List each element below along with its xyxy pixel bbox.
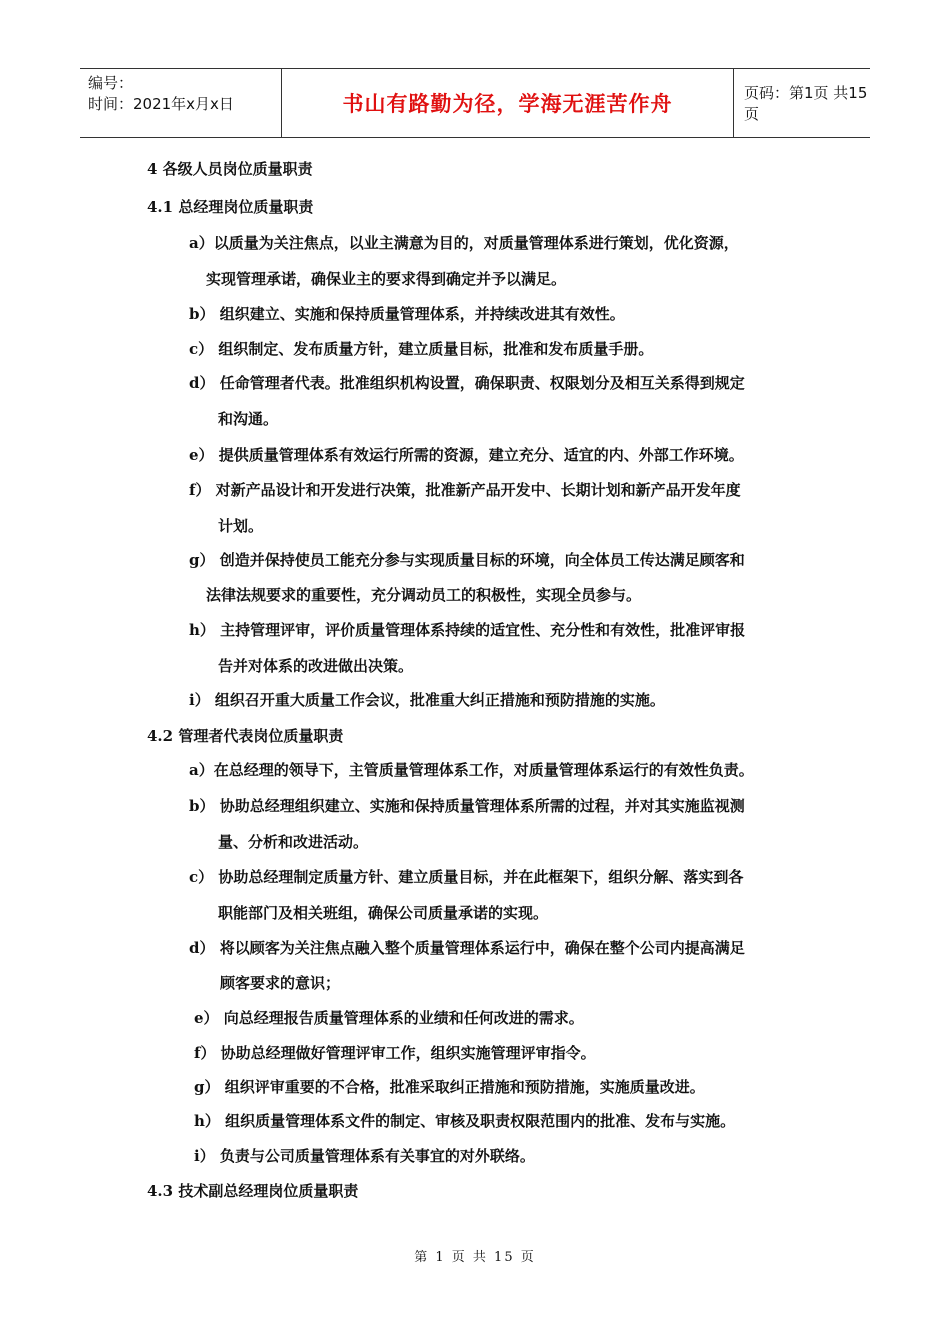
list-item: c） 组织制定、发布质量方针，建立质量目标，批准和发布质量手册。: [189, 340, 654, 358]
header-motto-cell: [281, 69, 734, 137]
header-meta: [80, 69, 281, 137]
header-page-info: 页码：第1页 共15页: [744, 84, 868, 123]
list-item: h） 主持管理评审，评价质量管理体系持续的适宜性、充分性和有效性，批准评审报: [189, 621, 746, 639]
list-item: g） 组织评审重要的不合格，批准采取纠正措施和预防措施，实施质量改进。: [194, 1078, 705, 1096]
list-item: h） 组织质量管理体系文件的制定、审核及职责权限范围内的批准、发布与实施。: [194, 1112, 736, 1130]
list-item-continuation: 法律法规要求的重要性，充分调动员工的积极性，实现全员参与。: [206, 586, 642, 604]
list-item: f） 对新产品设计和开发进行决策，批准新产品开发中、长期计划和新产品开发年度: [189, 481, 741, 499]
list-item: c） 协助总经理制定质量方针、建立质量目标，并在此框架下，组织分解、落实到各: [189, 868, 744, 886]
list-item-continuation: 和沟通。: [218, 410, 279, 428]
list-item-continuation: 顾客要求的意识；: [220, 974, 341, 992]
list-item: b） 组织建立、实施和保持质量管理体系，并持续改进其有效性。: [189, 305, 625, 323]
list-item: g） 创造并保持使员工能充分参与实现质量目标的环境，向全体员工传达满足顾客和: [189, 551, 745, 569]
list-item-continuation: 计划。: [218, 517, 264, 535]
subsection-heading: 4.1 总经理岗位质量职责: [147, 198, 314, 216]
list-item: a）以质量为关注焦点，以业主满意为目的，对质量管理体系进行策划，优化资源，: [189, 234, 739, 252]
list-item: e） 向总经理报告质量管理体系的业绩和任何改进的需求。: [194, 1009, 584, 1027]
document-number-label: 编号：: [88, 74, 134, 92]
list-item-continuation: 量、分析和改进活动。: [218, 833, 369, 851]
list-item: d） 任命管理者代表。批准组织机构设置，确保职责、权限划分及相互关系得到规定: [189, 374, 745, 392]
subsection-heading: 4.3 技术副总经理岗位质量职责: [147, 1182, 359, 1200]
list-item: b） 协助总经理组织建立、实施和保持质量管理体系所需的过程，并对其实施监视测: [189, 797, 745, 815]
page-header: [80, 68, 870, 138]
list-item: a）在总经理的领导下，主管质量管理体系工作，对质量管理体系运行的有效性负责。: [189, 761, 754, 779]
list-item: d） 将以顾客为关注焦点融入整个质量管理体系运行中，确保在整个公司内提高满足: [189, 939, 745, 957]
list-item: i） 负责与公司质量管理体系有关事宜的对外联络。: [194, 1147, 535, 1165]
list-item-continuation: 实现管理承诺，确保业主的要求得到确定并予以满足。: [206, 270, 567, 288]
page-footer: 第 1 页 共 15 页: [414, 1250, 536, 1265]
list-item: f） 协助总经理做好管理评审工作，组织实施管理评审指令。: [194, 1044, 596, 1062]
subsection-heading: 4.2 管理者代表岗位质量职责: [147, 727, 344, 745]
section-heading: 4 各级人员岗位质量职责: [147, 160, 313, 178]
list-item-continuation: 告并对体系的改进做出决策。: [218, 657, 414, 675]
list-item: e） 提供质量管理体系有效运行所需的资源，建立充分、适宜的内、外部工作环境。: [189, 446, 744, 464]
list-item: i） 组织召开重大质量工作会议，批准重大纠正措施和预防措施的实施。: [189, 691, 665, 709]
list-item-continuation: 职能部门及相关班组，确保公司质量承诺的实现。: [218, 904, 549, 922]
header-motto: 书山有路勤为径，学海无涯苦作舟: [342, 91, 673, 116]
document-date: 时间：2021年x月x日: [88, 95, 234, 113]
